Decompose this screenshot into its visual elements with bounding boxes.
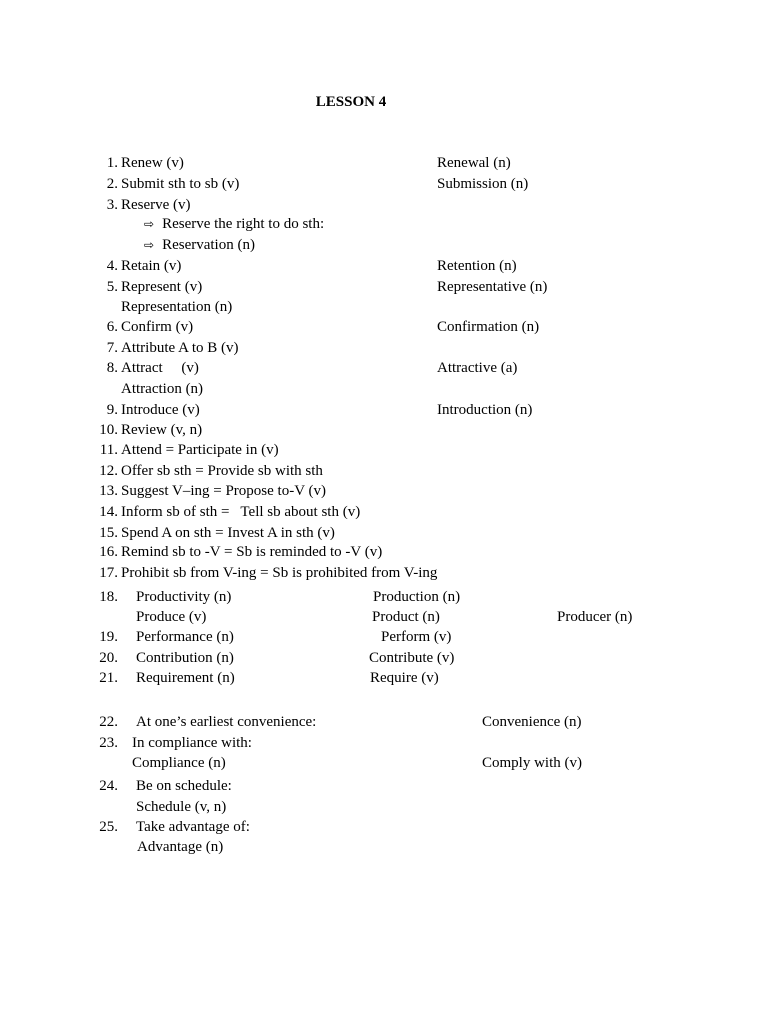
item-1-number: 1. (106, 155, 118, 171)
item-17-term: Prohibit sb from V-ing = Sb is prohibited from V-ing (121, 565, 438, 581)
item-15-number: 15. (99, 525, 118, 541)
item-16-number: 16. (99, 544, 118, 560)
item-20-col1: Contribution (n) (136, 650, 234, 666)
item-3-number: 3. (106, 197, 118, 213)
item-21-number: 21. (99, 670, 118, 686)
item-18-number: 18. (99, 589, 118, 605)
right-arrow-icon: ⇨ (144, 238, 155, 252)
item-18-col1-second: Produce (v) (136, 609, 207, 625)
item-5-number: 5. (106, 279, 118, 295)
item-14-term: Inform sb of sth = Tell sb about sth (v) (121, 504, 361, 520)
item-6-number: 6. (106, 319, 118, 335)
item-1-derivative: Renewal (n) (437, 155, 511, 171)
item-4-term: Retain (v) (121, 258, 182, 274)
item-9-term: Introduce (v) (121, 402, 200, 418)
item-18-col1: Productivity (n) (136, 589, 232, 605)
item-7-term: Attribute A to B (v) (121, 340, 239, 356)
item-20-col2: Contribute (v) (369, 650, 455, 666)
item-9-number: 9. (106, 402, 118, 418)
item-3-subitem-1-text: Reserve the right to do sth: (162, 216, 325, 232)
item-3-subitem-2 (144, 236, 255, 254)
item-23-col2-second: Comply with (v) (482, 755, 582, 771)
item-8-continuation: Attraction (n) (121, 381, 204, 397)
item-25-col1-second: Advantage (n) (137, 839, 224, 855)
item-21-col2: Require (v) (370, 670, 439, 686)
item-12-number: 12. (99, 463, 118, 479)
item-21-col1: Requirement (n) (136, 670, 235, 686)
item-4-derivative: Retention (n) (437, 258, 517, 274)
item-5-term: Represent (v) (121, 279, 203, 295)
item-3-subitem-1 (144, 215, 324, 233)
item-24-col1: Be on schedule: (136, 778, 232, 794)
item-13-number: 13. (99, 483, 118, 499)
item-6-derivative: Confirmation (n) (437, 319, 540, 335)
lesson-title: LESSON 4 (315, 94, 387, 110)
item-1-term: Renew (v) (121, 155, 184, 171)
item-18-col3-second: Producer (n) (557, 609, 633, 625)
item-9-derivative: Introduction (n) (437, 402, 533, 418)
item-2-derivative: Submission (n) (437, 176, 529, 192)
item-20-number: 20. (99, 650, 118, 666)
item-23-col1: In compliance with: (132, 735, 252, 751)
item-19-col2: Perform (v) (381, 629, 452, 645)
item-25-number: 25. (99, 819, 118, 835)
item-17-number: 17. (99, 565, 118, 581)
item-5-continuation: Representation (n) (121, 299, 233, 315)
item-19-number: 19. (99, 629, 118, 645)
item-10-number: 10. (99, 422, 118, 438)
item-2-number: 2. (106, 176, 118, 192)
item-18-col2-second: Product (n) (372, 609, 440, 625)
item-3-subitem-2-text: Reservation (n) (162, 237, 255, 253)
item-23-col1-second: Compliance (n) (132, 755, 226, 771)
item-25-col1: Take advantage of: (136, 819, 250, 835)
item-8-derivative: Attractive (a) (437, 360, 518, 376)
item-14-number: 14. (99, 504, 118, 520)
item-16-term: Remind sb to -V = Sb is reminded to -V (v) (121, 544, 383, 560)
item-11-number: 11. (99, 442, 118, 458)
item-6-term: Confirm (v) (121, 319, 194, 335)
right-arrow-icon: ⇨ (144, 217, 155, 231)
item-10-term: Review (v, n) (121, 422, 203, 438)
item-24-number: 24. (99, 778, 118, 794)
item-19-col1: Performance (n) (136, 629, 234, 645)
item-22-col2: Convenience (n) (482, 714, 582, 730)
item-11-term: Attend = Participate in (v) (121, 442, 279, 458)
item-5-derivative: Representative (n) (437, 279, 548, 295)
item-23-number: 23. (99, 735, 118, 751)
item-15-term: Spend A on sth = Invest A in sth (v) (121, 525, 335, 541)
item-4-number: 4. (106, 258, 118, 274)
item-8-number: 8. (106, 360, 118, 376)
item-3-term: Reserve (v) (121, 197, 191, 213)
item-2-term: Submit sth to sb (v) (121, 176, 240, 192)
item-24-col1-second: Schedule (v, n) (136, 799, 227, 815)
item-22-col1: At one’s earliest convenience: (136, 714, 317, 730)
item-7-number: 7. (106, 340, 118, 356)
item-13-term: Suggest V–ing = Propose to-V (v) (121, 483, 326, 499)
item-8-term: Attract (v) (121, 360, 199, 376)
item-22-number: 22. (99, 714, 118, 730)
item-12-term: Offer sb sth = Provide sb with sth (121, 463, 323, 479)
item-18-col2: Production (n) (373, 589, 461, 605)
